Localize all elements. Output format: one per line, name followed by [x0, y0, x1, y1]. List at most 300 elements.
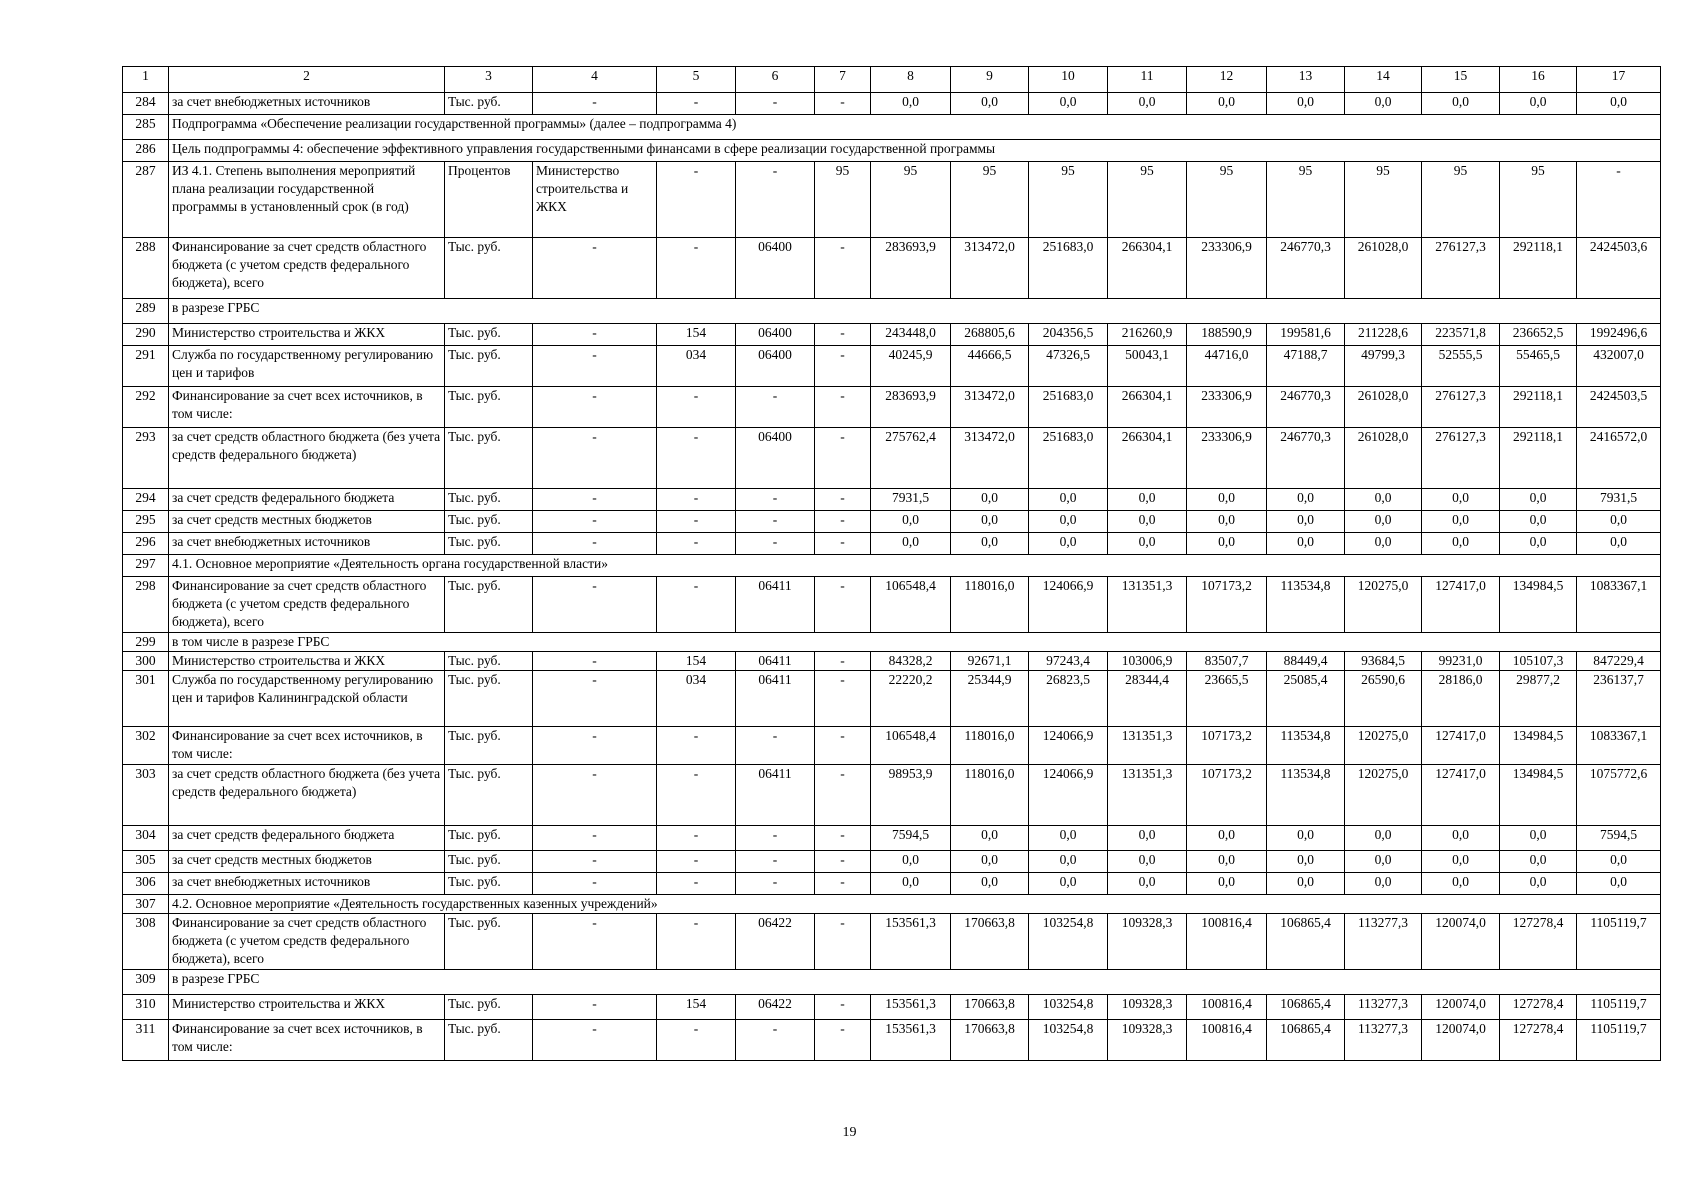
- row-number: 292: [123, 387, 169, 428]
- value-cell: 113277,3: [1345, 914, 1422, 970]
- value-cell: 103006,9: [1108, 652, 1187, 671]
- value-cell: 47188,7: [1267, 346, 1345, 387]
- code-cell: -: [657, 826, 736, 851]
- unit-cell: Тыс. руб.: [445, 346, 533, 387]
- value-cell: 0,0: [1267, 533, 1345, 555]
- section-title: 4.1. Основное мероприятие «Деятельность органа государственной власти»: [169, 555, 1661, 577]
- value-cell: 276127,3: [1422, 238, 1500, 299]
- value-cell: 2416572,0: [1577, 428, 1661, 489]
- value-cell: 0,0: [1029, 533, 1108, 555]
- column-header: 6: [736, 67, 815, 93]
- code-cell: -: [815, 914, 871, 970]
- value-cell: 106548,4: [871, 727, 951, 765]
- code-cell: -: [815, 238, 871, 299]
- value-cell: 0,0: [871, 873, 951, 895]
- value-cell: 0,0: [1345, 533, 1422, 555]
- value-cell: 7594,5: [1577, 826, 1661, 851]
- code-cell: -: [657, 511, 736, 533]
- value-cell: 0,0: [1500, 826, 1577, 851]
- value-cell: 283693,9: [871, 387, 951, 428]
- row-number: 288: [123, 238, 169, 299]
- section-title: 4.2. Основное мероприятие «Деятельность государственных казенных учреждений»: [169, 895, 1661, 914]
- value-cell: 0,0: [1577, 533, 1661, 555]
- value-cell: 23665,5: [1187, 671, 1267, 727]
- unit-cell: Процентов: [445, 162, 533, 238]
- unit-cell: Тыс. руб.: [445, 428, 533, 489]
- value-cell: 268805,6: [951, 324, 1029, 346]
- row-number: 301: [123, 671, 169, 727]
- section-title: в разрезе ГРБС: [169, 299, 1661, 324]
- value-cell: 99231,0: [1422, 652, 1500, 671]
- row-number: 296: [123, 533, 169, 555]
- unit-cell: Тыс. руб.: [445, 995, 533, 1020]
- value-cell: 0,0: [951, 826, 1029, 851]
- value-cell: 44716,0: [1187, 346, 1267, 387]
- row-description: за счет средств областного бюджета (без учета средств федерального бюджета): [169, 428, 445, 489]
- value-cell: 50043,1: [1108, 346, 1187, 387]
- section-row: [123, 140, 1661, 162]
- value-cell: 0,0: [1267, 873, 1345, 895]
- value-cell: 313472,0: [951, 238, 1029, 299]
- responsible-cell: -: [533, 727, 657, 765]
- value-cell: 107173,2: [1187, 727, 1267, 765]
- unit-cell: Тыс. руб.: [445, 93, 533, 115]
- value-cell: 313472,0: [951, 428, 1029, 489]
- row-description: Финансирование за счет всех источников, в том числе:: [169, 387, 445, 428]
- value-cell: 95: [1500, 162, 1577, 238]
- value-cell: 251683,0: [1029, 387, 1108, 428]
- value-cell: 127417,0: [1422, 727, 1500, 765]
- value-cell: 25085,4: [1267, 671, 1345, 727]
- row-description: Финансирование за счет всех источников, в том числе:: [169, 727, 445, 765]
- value-cell: 109328,3: [1108, 1020, 1187, 1061]
- column-header: 16: [1500, 67, 1577, 93]
- code-cell: 06411: [736, 652, 815, 671]
- value-cell: 170663,8: [951, 1020, 1029, 1061]
- value-cell: -: [1577, 162, 1661, 238]
- value-cell: 0,0: [1029, 93, 1108, 115]
- value-cell: 0,0: [1422, 873, 1500, 895]
- value-cell: 2424503,6: [1577, 238, 1661, 299]
- column-header: 15: [1422, 67, 1500, 93]
- row-description: за счет внебюджетных источников: [169, 873, 445, 895]
- value-cell: 100816,4: [1187, 995, 1267, 1020]
- value-cell: 131351,3: [1108, 577, 1187, 633]
- value-cell: 106865,4: [1267, 995, 1345, 1020]
- responsible-cell: -: [533, 511, 657, 533]
- value-cell: 127417,0: [1422, 765, 1500, 826]
- value-cell: 0,0: [1108, 826, 1187, 851]
- row-number: 305: [123, 851, 169, 873]
- value-cell: 199581,6: [1267, 324, 1345, 346]
- value-cell: 106548,4: [871, 577, 951, 633]
- value-cell: 120074,0: [1422, 1020, 1500, 1061]
- value-cell: 7594,5: [871, 826, 951, 851]
- value-cell: 118016,0: [951, 765, 1029, 826]
- row-description: за счет средств местных бюджетов: [169, 511, 445, 533]
- value-cell: 1105119,7: [1577, 995, 1661, 1020]
- value-cell: 113277,3: [1345, 995, 1422, 1020]
- value-cell: 0,0: [1187, 851, 1267, 873]
- table-row: [123, 851, 1661, 873]
- code-cell: -: [815, 671, 871, 727]
- code-cell: -: [815, 428, 871, 489]
- code-cell: -: [815, 324, 871, 346]
- value-cell: 103254,8: [1029, 1020, 1108, 1061]
- value-cell: 276127,3: [1422, 428, 1500, 489]
- responsible-cell: -: [533, 765, 657, 826]
- code-cell: 06411: [736, 577, 815, 633]
- value-cell: 118016,0: [951, 727, 1029, 765]
- value-cell: 292118,1: [1500, 238, 1577, 299]
- column-header: 13: [1267, 67, 1345, 93]
- row-number: 302: [123, 727, 169, 765]
- value-cell: 1105119,7: [1577, 1020, 1661, 1061]
- row-number: 309: [123, 970, 169, 995]
- responsible-cell: -: [533, 995, 657, 1020]
- value-cell: 0,0: [1345, 826, 1422, 851]
- value-cell: 0,0: [951, 873, 1029, 895]
- value-cell: 118016,0: [951, 577, 1029, 633]
- value-cell: 1992496,6: [1577, 324, 1661, 346]
- row-number: 284: [123, 93, 169, 115]
- code-cell: -: [657, 873, 736, 895]
- value-cell: 52555,5: [1422, 346, 1500, 387]
- value-cell: 0,0: [1422, 489, 1500, 511]
- value-cell: 0,0: [871, 533, 951, 555]
- value-cell: 106865,4: [1267, 914, 1345, 970]
- row-number: 293: [123, 428, 169, 489]
- row-description: Министерство строительства и ЖКХ: [169, 652, 445, 671]
- value-cell: 0,0: [1267, 93, 1345, 115]
- row-description: за счет средств федерального бюджета: [169, 489, 445, 511]
- code-cell: 95: [815, 162, 871, 238]
- row-description: Финансирование за счет всех источников, в том числе:: [169, 1020, 445, 1061]
- table-row: [123, 826, 1661, 851]
- value-cell: 0,0: [1500, 93, 1577, 115]
- code-cell: 154: [657, 652, 736, 671]
- value-cell: 847229,4: [1577, 652, 1661, 671]
- table-row: [123, 511, 1661, 533]
- value-cell: 109328,3: [1108, 995, 1187, 1020]
- value-cell: 97243,4: [1029, 652, 1108, 671]
- value-cell: 0,0: [951, 511, 1029, 533]
- value-cell: 100816,4: [1187, 1020, 1267, 1061]
- row-description: за счет внебюджетных источников: [169, 93, 445, 115]
- value-cell: 95: [1108, 162, 1187, 238]
- responsible-cell: -: [533, 873, 657, 895]
- responsible-cell: -: [533, 577, 657, 633]
- value-cell: 103254,8: [1029, 995, 1108, 1020]
- responsible-cell: -: [533, 489, 657, 511]
- code-cell: 06400: [736, 428, 815, 489]
- value-cell: 113277,3: [1345, 1020, 1422, 1061]
- value-cell: 0,0: [1187, 511, 1267, 533]
- table-row: [123, 387, 1661, 428]
- value-cell: 105107,3: [1500, 652, 1577, 671]
- value-cell: 95: [951, 162, 1029, 238]
- unit-cell: Тыс. руб.: [445, 765, 533, 826]
- row-description: Министерство строительства и ЖКХ: [169, 995, 445, 1020]
- value-cell: 1083367,1: [1577, 727, 1661, 765]
- section-title: Подпрограмма «Обеспечение реализации государственной программы» (далее – подпрограмма 4): [169, 115, 1661, 140]
- value-cell: 120275,0: [1345, 727, 1422, 765]
- value-cell: 153561,3: [871, 1020, 951, 1061]
- unit-cell: Тыс. руб.: [445, 1020, 533, 1061]
- value-cell: 83507,7: [1187, 652, 1267, 671]
- column-header: 4: [533, 67, 657, 93]
- column-header: 7: [815, 67, 871, 93]
- section-row: [123, 895, 1661, 914]
- code-cell: -: [657, 489, 736, 511]
- code-cell: -: [657, 851, 736, 873]
- value-cell: 0,0: [1267, 489, 1345, 511]
- section-row: [123, 115, 1661, 140]
- value-cell: 0,0: [1267, 826, 1345, 851]
- code-cell: -: [815, 873, 871, 895]
- row-number: 303: [123, 765, 169, 826]
- value-cell: 0,0: [1108, 93, 1187, 115]
- column-header: 3: [445, 67, 533, 93]
- value-cell: 283693,9: [871, 238, 951, 299]
- code-cell: 06422: [736, 995, 815, 1020]
- value-cell: 26823,5: [1029, 671, 1108, 727]
- value-cell: 0,0: [1577, 93, 1661, 115]
- code-cell: -: [815, 727, 871, 765]
- value-cell: 0,0: [1500, 511, 1577, 533]
- code-cell: -: [657, 162, 736, 238]
- responsible-cell: -: [533, 346, 657, 387]
- row-number: 304: [123, 826, 169, 851]
- section-row: [123, 633, 1661, 652]
- row-number: 290: [123, 324, 169, 346]
- responsible-cell: -: [533, 914, 657, 970]
- value-cell: 113534,8: [1267, 765, 1345, 826]
- row-number: 295: [123, 511, 169, 533]
- code-cell: -: [815, 826, 871, 851]
- table-row: [123, 1020, 1661, 1061]
- responsible-cell: -: [533, 1020, 657, 1061]
- value-cell: 28344,4: [1108, 671, 1187, 727]
- code-cell: -: [815, 93, 871, 115]
- value-cell: 0,0: [1345, 511, 1422, 533]
- value-cell: 0,0: [1108, 851, 1187, 873]
- value-cell: 25344,9: [951, 671, 1029, 727]
- row-number: 299: [123, 633, 169, 652]
- value-cell: 95: [1345, 162, 1422, 238]
- unit-cell: Тыс. руб.: [445, 826, 533, 851]
- value-cell: 103254,8: [1029, 914, 1108, 970]
- section-row: [123, 299, 1661, 324]
- unit-cell: Тыс. руб.: [445, 727, 533, 765]
- table-row: [123, 324, 1661, 346]
- code-cell: -: [815, 765, 871, 826]
- value-cell: 0,0: [1108, 511, 1187, 533]
- value-cell: 127417,0: [1422, 577, 1500, 633]
- value-cell: 275762,4: [871, 428, 951, 489]
- code-cell: 06400: [736, 324, 815, 346]
- code-cell: -: [736, 162, 815, 238]
- value-cell: 95: [1422, 162, 1500, 238]
- table-row: [123, 93, 1661, 115]
- code-cell: -: [815, 1020, 871, 1061]
- code-cell: -: [657, 914, 736, 970]
- table-row: [123, 533, 1661, 555]
- value-cell: 261028,0: [1345, 387, 1422, 428]
- responsible-cell: -: [533, 387, 657, 428]
- value-cell: 0,0: [1577, 873, 1661, 895]
- value-cell: 0,0: [1500, 851, 1577, 873]
- unit-cell: Тыс. руб.: [445, 851, 533, 873]
- responsible-cell: -: [533, 533, 657, 555]
- value-cell: 153561,3: [871, 914, 951, 970]
- table-row: [123, 162, 1661, 238]
- value-cell: 40245,9: [871, 346, 951, 387]
- row-number: 289: [123, 299, 169, 324]
- value-cell: 7931,5: [871, 489, 951, 511]
- unit-cell: Тыс. руб.: [445, 671, 533, 727]
- value-cell: 113534,8: [1267, 577, 1345, 633]
- table-row: [123, 727, 1661, 765]
- value-cell: 292118,1: [1500, 428, 1577, 489]
- value-cell: 292118,1: [1500, 387, 1577, 428]
- value-cell: 55465,5: [1500, 346, 1577, 387]
- value-cell: 0,0: [1345, 873, 1422, 895]
- value-cell: 233306,9: [1187, 428, 1267, 489]
- code-cell: 06400: [736, 346, 815, 387]
- value-cell: 95: [1267, 162, 1345, 238]
- value-cell: 246770,3: [1267, 238, 1345, 299]
- value-cell: 1105119,7: [1577, 914, 1661, 970]
- value-cell: 134984,5: [1500, 727, 1577, 765]
- column-header: 14: [1345, 67, 1422, 93]
- code-cell: -: [736, 727, 815, 765]
- responsible-cell: -: [533, 238, 657, 299]
- section-row: [123, 970, 1661, 995]
- value-cell: 0,0: [1500, 489, 1577, 511]
- value-cell: 0,0: [1187, 873, 1267, 895]
- unit-cell: Тыс. руб.: [445, 652, 533, 671]
- value-cell: 216260,9: [1108, 324, 1187, 346]
- table-row: [123, 873, 1661, 895]
- row-number: 310: [123, 995, 169, 1020]
- code-cell: -: [657, 533, 736, 555]
- value-cell: 251683,0: [1029, 238, 1108, 299]
- row-description: Служба по государственному регулированию цен и тарифов Калининградской области: [169, 671, 445, 727]
- value-cell: 266304,1: [1108, 387, 1187, 428]
- value-cell: 243448,0: [871, 324, 951, 346]
- row-description: Финансирование за счет средств областного бюджета (с учетом средств федерального бюджета), всего: [169, 577, 445, 633]
- code-cell: -: [657, 577, 736, 633]
- column-header: 1: [123, 67, 169, 93]
- value-cell: 1083367,1: [1577, 577, 1661, 633]
- code-cell: -: [736, 489, 815, 511]
- value-cell: 0,0: [1029, 489, 1108, 511]
- column-header: 12: [1187, 67, 1267, 93]
- responsible-cell: -: [533, 428, 657, 489]
- value-cell: 0,0: [1267, 851, 1345, 873]
- value-cell: 0,0: [1187, 489, 1267, 511]
- code-cell: -: [815, 489, 871, 511]
- value-cell: 28186,0: [1422, 671, 1500, 727]
- value-cell: 0,0: [871, 511, 951, 533]
- value-cell: 251683,0: [1029, 428, 1108, 489]
- code-cell: -: [736, 93, 815, 115]
- responsible-cell: -: [533, 324, 657, 346]
- value-cell: 432007,0: [1577, 346, 1661, 387]
- code-cell: 06400: [736, 238, 815, 299]
- value-cell: 246770,3: [1267, 387, 1345, 428]
- value-cell: 29877,2: [1500, 671, 1577, 727]
- unit-cell: Тыс. руб.: [445, 533, 533, 555]
- value-cell: 109328,3: [1108, 914, 1187, 970]
- value-cell: 0,0: [1267, 511, 1345, 533]
- page-number: 19: [842, 1125, 857, 1140]
- value-cell: 0,0: [1422, 826, 1500, 851]
- code-cell: -: [815, 511, 871, 533]
- value-cell: 211228,6: [1345, 324, 1422, 346]
- value-cell: 0,0: [1029, 511, 1108, 533]
- value-cell: 134984,5: [1500, 577, 1577, 633]
- value-cell: 233306,9: [1187, 238, 1267, 299]
- row-number: 300: [123, 652, 169, 671]
- value-cell: 124066,9: [1029, 765, 1108, 826]
- value-cell: 0,0: [1029, 873, 1108, 895]
- value-cell: 131351,3: [1108, 727, 1187, 765]
- row-number: 298: [123, 577, 169, 633]
- value-cell: 2424503,5: [1577, 387, 1661, 428]
- value-cell: 120275,0: [1345, 765, 1422, 826]
- row-number: 307: [123, 895, 169, 914]
- section-title: Цель подпрограммы 4: обеспечение эффективного управления государственными финансами в сфере реализации государственной программы: [169, 140, 1661, 162]
- value-cell: 7931,5: [1577, 489, 1661, 511]
- table-row: [123, 577, 1661, 633]
- table-row: [123, 346, 1661, 387]
- value-cell: 0,0: [1577, 851, 1661, 873]
- code-cell: -: [815, 346, 871, 387]
- row-description: Финансирование за счет средств областного бюджета (с учетом средств федерального бюджета), всего: [169, 914, 445, 970]
- code-cell: -: [657, 428, 736, 489]
- value-cell: 22220,2: [871, 671, 951, 727]
- value-cell: 0,0: [1500, 533, 1577, 555]
- row-number: 291: [123, 346, 169, 387]
- value-cell: 0,0: [1422, 93, 1500, 115]
- row-description: за счет средств областного бюджета (без учета средств федерального бюджета): [169, 765, 445, 826]
- row-number: 297: [123, 555, 169, 577]
- value-cell: 261028,0: [1345, 428, 1422, 489]
- value-cell: 170663,8: [951, 914, 1029, 970]
- value-cell: 107173,2: [1187, 765, 1267, 826]
- value-cell: 93684,5: [1345, 652, 1422, 671]
- code-cell: 034: [657, 346, 736, 387]
- value-cell: 0,0: [951, 489, 1029, 511]
- value-cell: 0,0: [1029, 851, 1108, 873]
- value-cell: 127278,4: [1500, 914, 1577, 970]
- column-header: 2: [169, 67, 445, 93]
- code-cell: -: [657, 727, 736, 765]
- column-header: 5: [657, 67, 736, 93]
- row-description: ИЗ 4.1. Степень выполнения мероприятий плана реализации государственной программы в установленный срок (в год): [169, 162, 445, 238]
- row-description: за счет внебюджетных источников: [169, 533, 445, 555]
- value-cell: 266304,1: [1108, 238, 1187, 299]
- value-cell: 26590,6: [1345, 671, 1422, 727]
- row-number: 285: [123, 115, 169, 140]
- value-cell: 0,0: [1345, 93, 1422, 115]
- section-title: в разрезе ГРБС: [169, 970, 1661, 995]
- value-cell: 233306,9: [1187, 387, 1267, 428]
- responsible-cell: -: [533, 851, 657, 873]
- code-cell: -: [657, 93, 736, 115]
